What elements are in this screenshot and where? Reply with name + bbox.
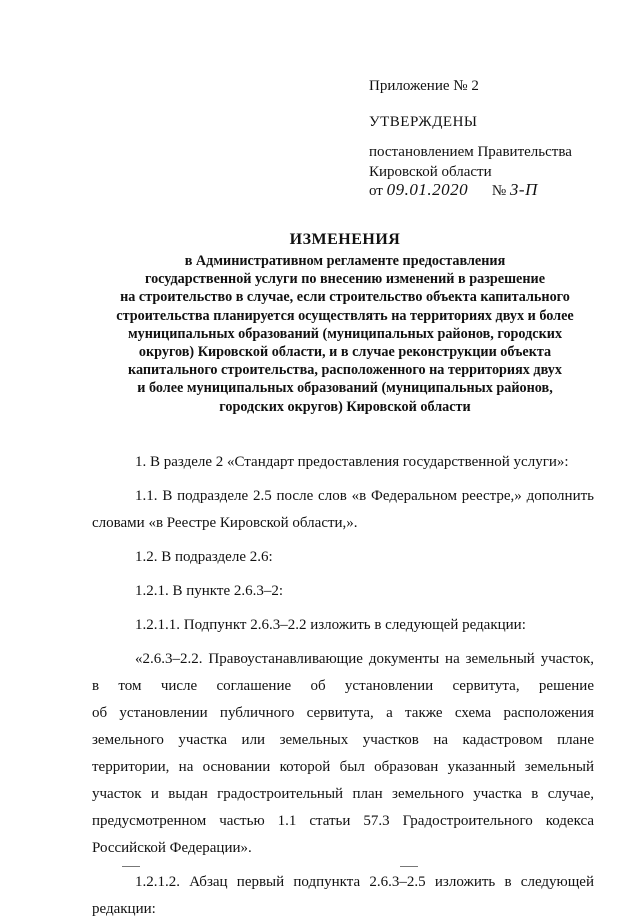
scan-mark [400,866,418,867]
paragraph-line: словами «в Реестре Кировской области,». [92,515,358,531]
paragraph-1-1 [92,483,594,537]
title-line: в Административном регламенте предоставления [184,253,506,269]
quoted-paragraph [92,646,594,862]
paragraph-1-2-1: 1.2.1. В пункте 2.6.3–2: [135,583,284,599]
resolution-reference [369,142,572,182]
paragraph-line: участок и выдан градостроительный план земельного участка в случае, [92,786,594,802]
paragraph-line: Российской Федерации». [92,840,252,856]
paragraph-line: 1.2.1.2. Абзац первый подпункта 2.6.3–2.5 изложить в следующей [135,874,594,890]
document-title [70,230,620,416]
title-line: государственной услуги по внесению изменений в разрешение [144,271,546,288]
paragraph-1-2: 1.2. В подразделе 2.6: [135,549,273,565]
paragraph-line: «2.6.3–2.2. Правоустанавливающие документы на земельный участок, [135,651,594,667]
paragraph-line: редакции: [92,901,156,917]
paragraph-1-2-1-1: 1.2.1.1. Подпункт 2.6.3–2.2 изложить в следующей редакции: [135,617,526,633]
title-line: округов) Кировской области, и в случае реконструкции объекта [138,344,552,361]
paragraph-line: 1.1. В подразделе 2.5 после слов «в Федеральном реестре,» дополнить [135,488,594,504]
handwritten-number: 3-П [509,180,538,199]
title-line: муниципальных образований (муниципальных районов, городских [127,325,563,342]
title-line: капитального строительства, расположенного на территориях двух [128,362,562,379]
resolution-line: постановлением Правительства [369,144,572,160]
paragraph-1-2-1-2 [92,869,594,923]
paragraph-line: территории, на основании которой был образован указанный земельный [92,759,594,775]
title-line: строительства планируется осуществлять на территориях двух и более [116,307,574,324]
number-label: № [491,183,507,199]
paragraph-1: 1. В разделе 2 «Стандарт предоставления государственной услуги»: [135,454,569,470]
paragraph-line: земельного участка или земельных участков на кадастровом плане [92,732,594,748]
scan-mark [122,866,140,867]
paragraph-line: об установлении публичного сервитута, а также схема расположения [92,705,594,721]
title-line: на строительство в случае, если строительство объекта капитального [120,289,570,306]
resolution-line: Кировской области [369,164,492,180]
approved-heading: УТВЕРЖДЕНЫ [369,114,478,130]
title-line: городских округов) Кировской области [219,398,471,415]
appendix-number: Приложение № 2 [369,78,479,94]
title-line: и более муниципальных образований (муниципальных районов, [137,380,553,397]
paragraph-line: предусмотренном частью 1.1 статьи 57.3 Градостроительного кодекса [92,813,594,829]
paragraph-line: в том числе соглашение об установлении сервитута, решение [92,678,594,694]
date-prefix: от [369,183,383,199]
document-body [92,449,594,923]
title-subtitle [70,252,620,416]
handwritten-date: 09.01.2020 [386,180,469,199]
resolution-date-line [369,180,538,201]
title-main: ИЗМЕНЕНИЯ [289,231,401,248]
